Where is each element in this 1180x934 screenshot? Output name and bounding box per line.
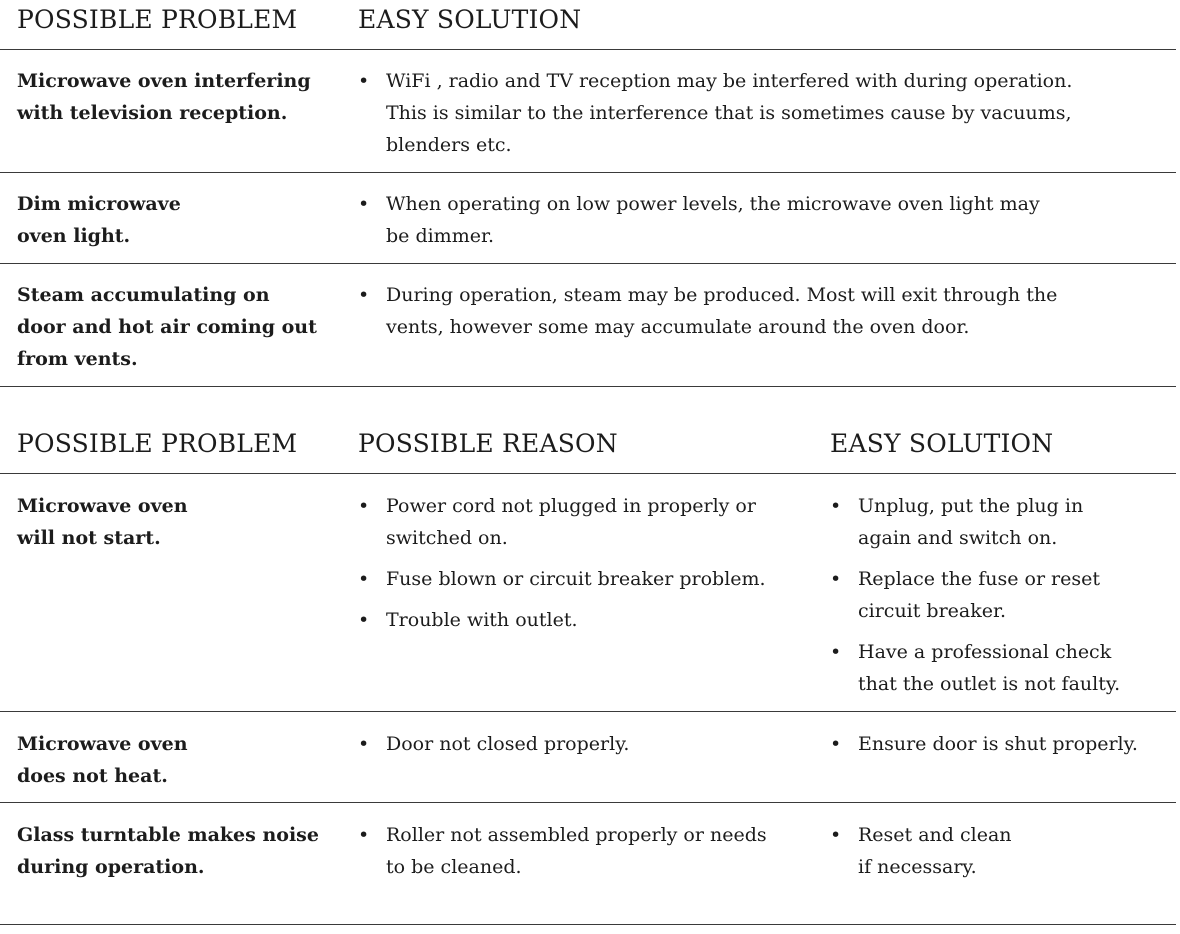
text-line: When operating on low power levels, the microwave oven light may: [386, 193, 1040, 215]
text-line: Door not closed properly.: [386, 733, 630, 755]
bullet-icon: •: [830, 495, 842, 517]
text-line: does not heat.: [17, 765, 168, 787]
bullet-icon: •: [358, 284, 370, 306]
text-line: Unplug, put the plug in: [858, 495, 1084, 517]
divider: [0, 473, 1176, 474]
bullet-icon: •: [358, 609, 370, 631]
text-line: will not start.: [17, 527, 161, 549]
problem-text: [17, 819, 319, 883]
text-line: WiFi , radio and TV reception may be interfered with during operation.: [386, 70, 1073, 92]
text-line: again and switch on.: [858, 527, 1058, 549]
bullet-list: [358, 819, 767, 883]
bullet-icon: •: [830, 641, 842, 663]
text-line: during operation.: [17, 856, 205, 878]
list-item: [830, 728, 1138, 760]
list-item: [358, 490, 766, 554]
bullet-icon: •: [358, 824, 370, 846]
list-item: [358, 279, 1057, 343]
list-item: [358, 188, 1040, 252]
column-header: POSSIBLE PROBLEM: [17, 5, 298, 34]
problem-text: [17, 279, 317, 375]
column-header: EASY SOLUTION: [830, 429, 1054, 458]
divider: [0, 263, 1176, 264]
bullet-list: [358, 728, 629, 760]
problem-text: [17, 490, 188, 554]
text-line: to be cleaned.: [386, 856, 522, 878]
column-header: POSSIBLE PROBLEM: [17, 429, 298, 458]
divider: [0, 172, 1176, 173]
text-line: Reset and clean: [858, 824, 1012, 846]
list-item: [358, 563, 766, 595]
bullet-icon: •: [358, 568, 370, 590]
list-item: [358, 65, 1072, 161]
text-line: Power cord not plugged in properly or: [386, 495, 756, 517]
bullet-icon: •: [830, 733, 842, 755]
text-line: During operation, steam may be produced. Most will exit through the: [386, 284, 1058, 306]
text-line: Have a professional check: [858, 641, 1112, 663]
list-item: [358, 604, 766, 636]
text-line: Microwave oven: [17, 733, 188, 755]
text-line: vents, however some may accumulate around the oven door.: [386, 316, 970, 338]
text-line: switched on.: [386, 527, 508, 549]
text-line: Glass turntable makes noise: [17, 824, 319, 846]
text-line: circuit breaker.: [858, 600, 1007, 622]
bullet-icon: •: [830, 568, 842, 590]
bullet-icon: •: [830, 824, 842, 846]
problem-text: [17, 65, 311, 129]
text-line: Microwave oven: [17, 495, 188, 517]
text-line: if necessary.: [858, 856, 977, 878]
list-item: [830, 819, 1012, 883]
list-item: [358, 819, 767, 883]
column-header: EASY SOLUTION: [358, 5, 582, 34]
text-line: Roller not assembled properly or needs: [386, 824, 767, 846]
text-line: oven light.: [17, 225, 131, 247]
bullet-list: [830, 819, 1012, 883]
bullet-list: [358, 65, 1072, 161]
problem-text: [17, 188, 181, 252]
text-line: with television reception.: [17, 102, 288, 124]
bullet-list: [830, 490, 1120, 700]
bullet-icon: •: [358, 733, 370, 755]
divider: [0, 711, 1176, 712]
text-line: This is similar to the interference that is sometimes cause by vacuums,: [386, 102, 1072, 124]
divider: [0, 386, 1176, 387]
list-item: [830, 490, 1120, 554]
text-line: Fuse blown or circuit breaker problem.: [386, 568, 766, 590]
text-line: Microwave oven interfering: [17, 70, 311, 92]
problem-text: [17, 728, 188, 792]
bullet-icon: •: [358, 70, 370, 92]
text-line: blenders etc.: [386, 134, 512, 156]
text-line: Replace the fuse or reset: [858, 568, 1101, 590]
divider: [0, 924, 1176, 925]
bullet-list: [830, 728, 1138, 760]
text-line: Trouble with outlet.: [386, 609, 578, 631]
text-line: from vents.: [17, 348, 138, 370]
bullet-icon: •: [358, 495, 370, 517]
bullet-icon: •: [358, 193, 370, 215]
divider: [0, 802, 1176, 803]
text-line: Steam accumulating on: [17, 284, 270, 306]
list-item: [830, 563, 1120, 627]
column-header: POSSIBLE REASON: [358, 429, 618, 458]
bullet-list: [358, 188, 1040, 252]
list-item: [830, 636, 1120, 700]
text-line: Ensure door is shut properly.: [858, 733, 1138, 755]
text-line: that the outlet is not faulty.: [858, 673, 1121, 695]
bullet-list: [358, 490, 766, 636]
list-item: [358, 728, 629, 760]
divider: [0, 49, 1176, 50]
text-line: door and hot air coming out: [17, 316, 317, 338]
text-line: be dimmer.: [386, 225, 494, 247]
bullet-list: [358, 279, 1057, 343]
text-line: Dim microwave: [17, 193, 181, 215]
